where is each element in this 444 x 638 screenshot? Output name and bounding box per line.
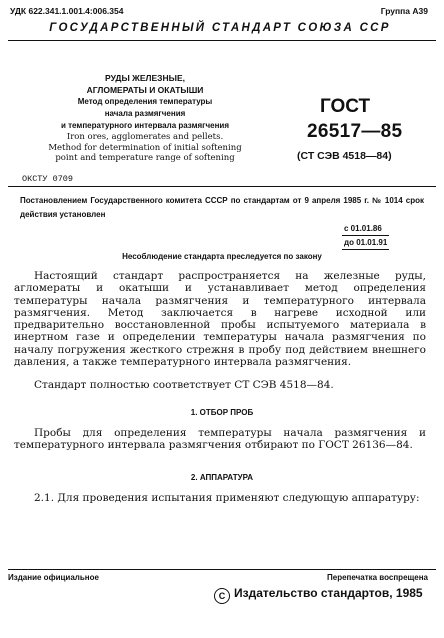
gost-label: ГОСТ xyxy=(320,96,371,117)
reprint-notice: Перепечатка воспрещена xyxy=(327,573,428,582)
okstu-code: ОКСТУ 0709 xyxy=(22,174,74,184)
title-method-line1: Метод определения температуры xyxy=(77,97,213,106)
gost-number: 26517—85 xyxy=(307,121,403,142)
section-text-sampling: Пробы для определения температуры начала размягчения и температурного интервала размягчения отбирают по ГОСТ 26136—84. xyxy=(14,427,426,452)
title-ru-line2: АГЛОМЕРАТЫ И ОКАТЫШИ xyxy=(86,85,204,95)
validity-from: с 01.01.86 xyxy=(342,222,389,236)
top-divider xyxy=(8,40,436,41)
conformance-statement: Стандарт полностью соответствует СТ СЭВ 4518—84. xyxy=(34,379,334,391)
title-method-line3: и температурного интервала размягчения xyxy=(61,121,229,130)
title-en-line3: point and temperature range of softening xyxy=(55,153,235,163)
bottom-divider xyxy=(8,569,436,570)
udk-code: УДК 622.341.1.001.4:006.354 xyxy=(10,6,124,16)
middle-divider xyxy=(8,186,436,187)
publisher-line xyxy=(214,586,423,604)
section-text-apparatus: 2.1. Для проведения испытания применяют следующую аппаратуру: xyxy=(34,492,420,504)
gost-sev-reference: (СТ СЭВ 4518—84) xyxy=(297,150,392,162)
title-method-line2: начала размягчения xyxy=(104,109,186,118)
validity-to: до 01.01.91 xyxy=(342,236,389,250)
edition-label: Издание официальное xyxy=(8,573,99,582)
section-heading-sampling: 1. ОТБОР ПРОБ xyxy=(190,408,254,417)
copyright-icon: C xyxy=(214,588,230,604)
standard-banner: ГОСУДАРСТВЕННЫЙ СТАНДАРТ СОЮЗА ССР xyxy=(49,22,391,34)
legal-warning: Несоблюдение стандарта преследуется по закону xyxy=(122,252,322,261)
group-code: Группа А39 xyxy=(380,6,428,16)
validity-period xyxy=(342,222,389,250)
title-en-line2: Method for determination of initial softening xyxy=(48,142,242,153)
publisher-name: Издательство стандартов, 1985 xyxy=(234,586,423,600)
section-heading-apparatus: 2. АППАРАТУРА xyxy=(190,473,254,482)
intro-paragraph: Настоящий стандарт распространяется на железные руды, агломераты и окатыши и устанавливает метод определения температуры начала размягчения и температурного интервала размягчения. Метод заключается в нагреве исходной или предварительно восстановленной пробы испытуемого материала в инертном газе и определении температуры начала размягчения по началу погружения жесткого стрежня в пробу под действием внешнего давления, а также температурного интервала размягчения. xyxy=(14,270,426,369)
title-ru-line1: РУДЫ ЖЕЛЕЗНЫЕ, xyxy=(105,73,185,83)
document-title xyxy=(10,72,280,164)
decree-text: Постановлением Государственного комитета СССР по стандартам от 9 апреля 1985 г. № 1014 срок действия установлен xyxy=(20,196,424,219)
title-en-line1: Iron ores, agglomerates and pellets. xyxy=(66,132,224,142)
